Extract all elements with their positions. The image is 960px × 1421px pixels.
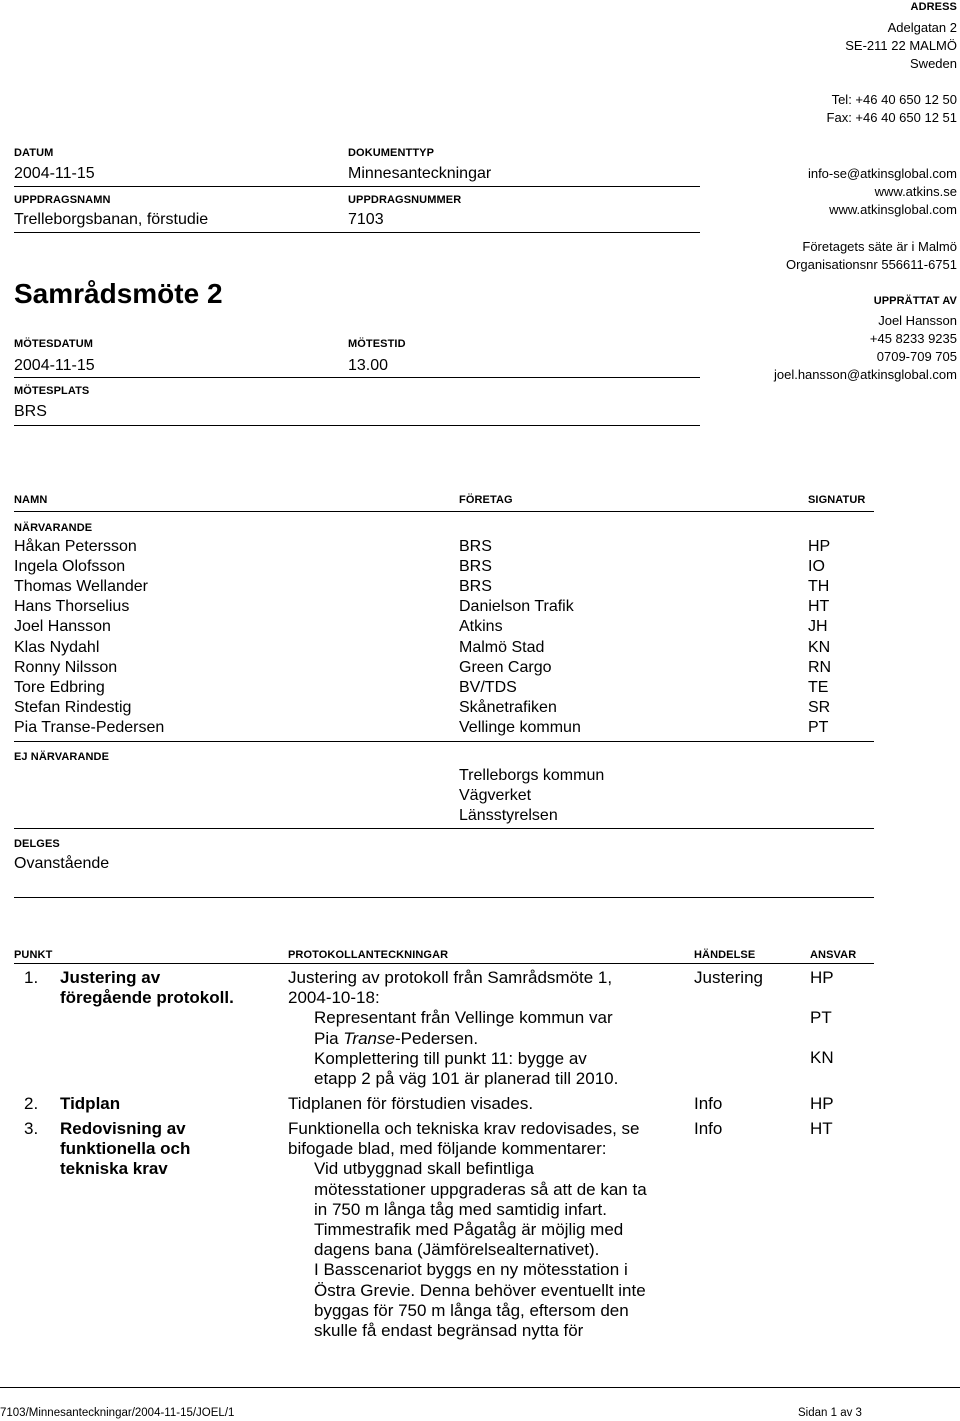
item-number: 1. bbox=[24, 968, 39, 987]
attendee-row bbox=[14, 538, 864, 558]
attendee-company: BV/TDS bbox=[459, 678, 517, 696]
attendee-company: Green Cargo bbox=[459, 658, 552, 676]
attendee-row bbox=[14, 618, 864, 638]
col-responsible-header: ANSVAR bbox=[810, 949, 857, 961]
item-title-line: föregående protokoll. bbox=[60, 988, 234, 1008]
company-website[interactable]: www.atkinsglobal.com bbox=[829, 202, 957, 217]
divider bbox=[14, 897, 874, 898]
note-emphasis: Transe bbox=[343, 1028, 395, 1048]
assignment-number-label: UPPDRAGSNUMMER bbox=[348, 194, 462, 206]
item-number: 2. bbox=[24, 1094, 39, 1113]
attendee-name: Klas Nydahl bbox=[14, 638, 100, 656]
attendee-name: Thomas Wellander bbox=[14, 578, 148, 596]
note-text: Pia bbox=[314, 1028, 344, 1048]
item-title bbox=[60, 1119, 190, 1180]
note-line bbox=[288, 1029, 688, 1049]
item-title-line: tekniska krav bbox=[60, 1159, 168, 1179]
divider bbox=[14, 232, 700, 233]
author-email[interactable]: joel.hansson@atkinsglobal.com bbox=[773, 367, 957, 382]
attendee-name: Håkan Petersson bbox=[14, 538, 137, 555]
col-signature-header: SIGNATUR bbox=[808, 494, 866, 506]
attendee-company: BRS bbox=[459, 558, 492, 576]
author-block bbox=[627, 295, 957, 384]
divider bbox=[14, 511, 874, 512]
attendee-company: BRS bbox=[459, 538, 492, 555]
attendee-row bbox=[14, 598, 864, 618]
attendee-name: Pia Transe-Pedersen bbox=[14, 718, 165, 736]
note-line: I Basscenariot byggs en ny mötesstation i bbox=[314, 1260, 628, 1280]
attendee-company: Skånetrafiken bbox=[459, 698, 557, 716]
address-line: Adelgatan 2 bbox=[887, 20, 957, 35]
col-notes-header: PROTOKOLLANTECKNINGAR bbox=[288, 949, 449, 961]
divider bbox=[14, 828, 874, 829]
footer-page-number: Sidan 1 av 3 bbox=[798, 1407, 862, 1419]
note-line: Representant från Vellinge kommun var bbox=[314, 1008, 613, 1028]
author-name: Joel Hansson bbox=[878, 313, 957, 328]
attendee-signature: TH bbox=[808, 578, 830, 596]
attendee-signature: IO bbox=[808, 558, 825, 576]
address-line: SE-211 22 MALMÖ bbox=[845, 38, 957, 53]
divider bbox=[14, 186, 700, 187]
attendee-row bbox=[14, 659, 864, 679]
col-company-header: FÖRETAG bbox=[459, 494, 513, 506]
attendee-name: Hans Thorselius bbox=[14, 598, 130, 616]
attendee-row bbox=[14, 558, 864, 578]
item-notes: Tidplanen för förstudien visades. bbox=[288, 1094, 534, 1113]
note-line: mötesstationer uppgraderas så att de kan ta bbox=[314, 1179, 647, 1199]
attendee-signature: KN bbox=[808, 638, 831, 656]
note-text: -Pedersen. bbox=[394, 1028, 479, 1048]
item-number: 3. bbox=[24, 1119, 39, 1138]
company-email[interactable]: info-se@atkinsglobal.com bbox=[807, 166, 957, 181]
item-title-line: Justering av bbox=[60, 968, 161, 987]
col-event-header: HÄNDELSE bbox=[694, 949, 756, 961]
note-line: Timmestrafik med Pågatåg är möjlig med bbox=[314, 1220, 624, 1240]
attendee-company: Vellinge kommun bbox=[459, 718, 581, 736]
item-title-line: Redovisning av bbox=[60, 1119, 186, 1138]
author-phone: +45 8233 9235 bbox=[869, 331, 957, 346]
attendee-signature: SR bbox=[808, 698, 831, 716]
note-line: Justering av protokoll från Samrådsmöte 1, bbox=[288, 968, 613, 987]
attendee-name: Stefan Rindestig bbox=[14, 698, 132, 716]
doctype-label: DOKUMENTTYP bbox=[348, 147, 435, 159]
attendee-signature: PT bbox=[808, 718, 829, 736]
item-event: Justering bbox=[694, 968, 763, 987]
item-event: Info bbox=[694, 1094, 723, 1113]
note-line: byggas för 750 m långa tåg, eftersom den bbox=[314, 1300, 629, 1320]
author-phone: 0709-709 705 bbox=[876, 349, 957, 364]
note-line: Östra Grevie. Denna behöver eventuellt inte bbox=[314, 1280, 646, 1300]
item-responsible: HP bbox=[810, 968, 834, 987]
absent-list bbox=[459, 766, 604, 827]
attendee-company: Atkins bbox=[459, 618, 503, 636]
author-label: UPPRÄTTAT AV bbox=[873, 295, 957, 307]
note-line: Funktionella och tekniska krav redovisades, se bbox=[288, 1119, 640, 1138]
page-title: Samrådsmöte 2 bbox=[14, 278, 223, 309]
distribution-value: Ovanstående bbox=[14, 855, 110, 872]
attendee-company: Danielson Trafik bbox=[459, 598, 574, 616]
item-responsible: PT bbox=[810, 1008, 832, 1027]
note-line: bifogade blad, med följande kommentarer: bbox=[288, 1139, 607, 1159]
doctype-value: Minnesanteckningar bbox=[348, 165, 492, 182]
assignment-value: Trelleborgsbanan, förstudie bbox=[14, 211, 209, 228]
attendee-signature: TE bbox=[808, 678, 829, 696]
meeting-date-value: 2004-11-15 bbox=[14, 357, 95, 374]
attendee-row bbox=[14, 578, 864, 598]
attendee-signature: HT bbox=[808, 598, 830, 616]
meeting-place-label: MÖTESPLATS bbox=[14, 385, 90, 397]
attendee-company: BRS bbox=[459, 578, 492, 596]
item-title: Tidplan bbox=[60, 1094, 121, 1113]
fax-number: Fax: +46 40 650 12 51 bbox=[826, 110, 957, 125]
absent-label: EJ NÄRVARANDE bbox=[14, 751, 110, 763]
present-label: NÄRVARANDE bbox=[14, 522, 93, 534]
attendee-signature: RN bbox=[808, 658, 832, 676]
attendee-name: Ingela Olofsson bbox=[14, 558, 126, 576]
attendee-name: Joel Hansson bbox=[14, 618, 111, 636]
date-value: 2004-11-15 bbox=[14, 165, 95, 182]
org-number: Organisationsnr 556611-6751 bbox=[785, 257, 957, 272]
col-point-header: PUNKT bbox=[14, 949, 53, 961]
meeting-time-value: 13.00 bbox=[348, 357, 389, 374]
meeting-time-label: MÖTESTID bbox=[348, 338, 406, 350]
divider bbox=[14, 377, 700, 378]
divider bbox=[14, 425, 700, 426]
note-line: dagens bana (Jämförelsealternativet). bbox=[314, 1240, 600, 1260]
attendee-company: Malmö Stad bbox=[459, 638, 545, 656]
assignment-number-value: 7103 bbox=[348, 211, 384, 228]
item-title bbox=[60, 968, 234, 1008]
note-line: Komplettering till punkt 11: bygge av bbox=[314, 1048, 587, 1068]
absent-company: Vägverket bbox=[459, 787, 532, 805]
assignment-label: UPPDRAGSNAMN bbox=[14, 194, 111, 206]
item-title-line: funktionella och bbox=[60, 1139, 191, 1159]
absent-company: Länsstyrelsen bbox=[459, 807, 558, 825]
note-line: etapp 2 på väg 101 är planerad till 2010. bbox=[314, 1069, 619, 1089]
attendee-signature: JH bbox=[808, 618, 828, 636]
phone-number: Tel: +46 40 650 12 50 bbox=[831, 92, 957, 107]
note-line: 2004-10-18: bbox=[288, 988, 380, 1008]
col-name-header: NAMN bbox=[14, 494, 48, 506]
note-line: Vid utbyggnad skall befintliga bbox=[314, 1159, 534, 1179]
divider bbox=[14, 741, 874, 742]
company-seat: Företagets säte är i Malmö bbox=[802, 239, 957, 254]
note-line: in 750 m långa tåg med samtidig infart. bbox=[314, 1199, 607, 1219]
absent-company: Trelleborgs kommun bbox=[459, 767, 605, 784]
attendee-name: Tore Edbring bbox=[14, 678, 105, 696]
item-responsible: HP bbox=[810, 1094, 834, 1113]
item-responsible: HT bbox=[810, 1119, 833, 1138]
attendee-row bbox=[14, 679, 864, 699]
item-notes bbox=[288, 968, 688, 1089]
distribution-label: DELGES bbox=[14, 838, 60, 850]
date-label: DATUM bbox=[14, 147, 54, 159]
attendee-name: Ronny Nilsson bbox=[14, 658, 118, 676]
address-label: ADRESS bbox=[910, 1, 957, 13]
attendee-row bbox=[14, 719, 864, 739]
meeting-date-label: MÖTESDATUM bbox=[14, 338, 94, 350]
attendee-signature: HP bbox=[808, 538, 831, 555]
note-line: skulle få endast begränsad nytta för bbox=[314, 1321, 584, 1341]
attendee-row bbox=[14, 699, 864, 719]
item-responsible: KN bbox=[810, 1048, 834, 1067]
item-notes bbox=[288, 1119, 688, 1341]
company-website[interactable]: www.atkins.se bbox=[874, 184, 957, 199]
divider bbox=[14, 963, 874, 964]
item-event: Info bbox=[694, 1119, 723, 1138]
footer-docref: 7103/Minnesanteckningar/2004-11-15/JOEL/1 bbox=[0, 1407, 235, 1419]
footer-divider bbox=[0, 1387, 960, 1388]
address-line: Sweden bbox=[910, 56, 957, 71]
meeting-place-value: BRS bbox=[14, 403, 47, 420]
attendee-row bbox=[14, 639, 864, 659]
